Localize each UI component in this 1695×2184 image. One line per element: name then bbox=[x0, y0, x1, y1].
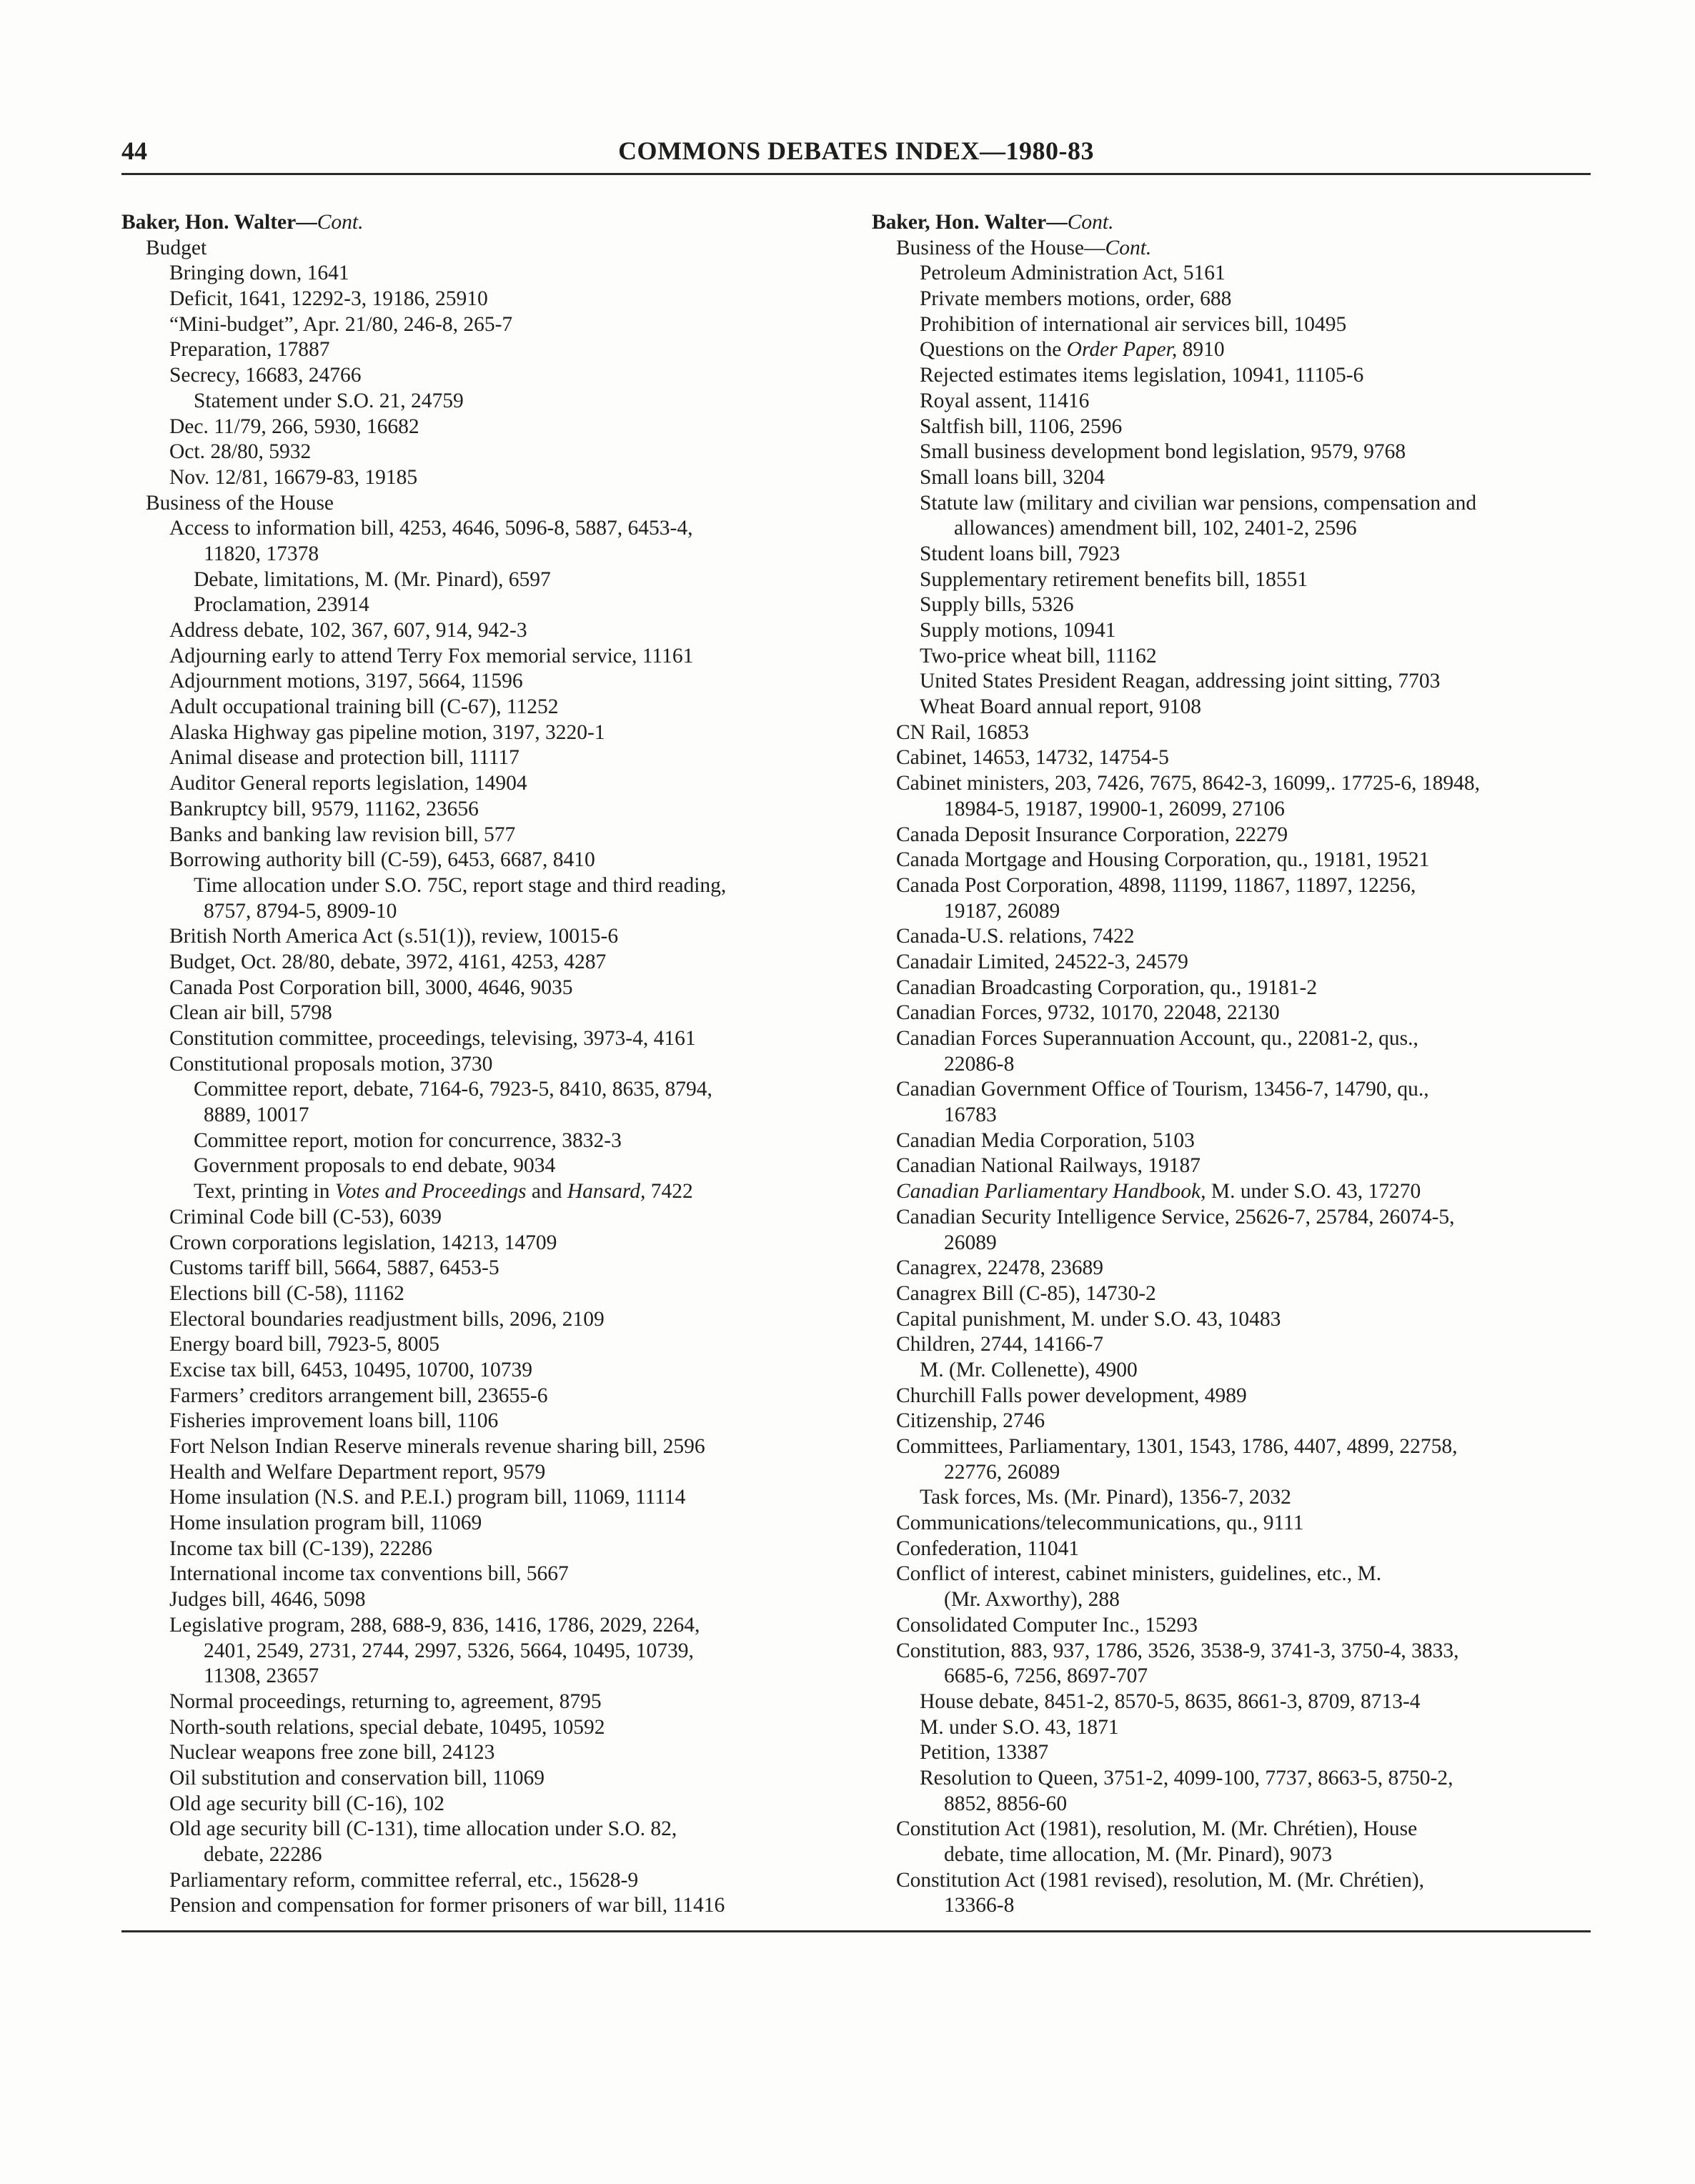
entry-text: Normal proceedings, returning to, agreement, 8795 bbox=[169, 1689, 602, 1713]
entry-text: Alaska Highway gas pipeline motion, 3197, 3220-1 bbox=[169, 720, 605, 744]
index-entry bbox=[872, 899, 1594, 925]
entry-text: 2401, 2549, 2731, 2744, 2997, 5326, 5664, 10495, 10739, bbox=[204, 1639, 694, 1662]
index-entry bbox=[872, 415, 1594, 440]
index-entry bbox=[872, 1689, 1594, 1715]
entry-text: Canada Mortgage and Housing Corporation, qu., 19181, 19521 bbox=[896, 848, 1430, 872]
entry-text: Task forces, Ms. (Mr. Pinard), 1356-7, 2032 bbox=[920, 1486, 1291, 1509]
entry-text: 8889, 10017 bbox=[204, 1103, 309, 1127]
index-entry bbox=[872, 440, 1594, 465]
entry-text: Canadian Forces Superannuation Account, qu., 22081-2, qus., bbox=[896, 1027, 1418, 1050]
entry-text: 19187, 26089 bbox=[944, 899, 1060, 923]
entry-text: Prohibition of international air services bill, 10495 bbox=[920, 312, 1347, 336]
index-entry bbox=[872, 771, 1594, 797]
entry-text: Small loans bill, 3204 bbox=[920, 465, 1105, 489]
entry-text: Parliamentary reform, committee referral, etc., 15628-9 bbox=[169, 1868, 639, 1892]
index-entry bbox=[121, 1409, 850, 1434]
index-entry bbox=[872, 1231, 1594, 1256]
index-entry bbox=[872, 950, 1594, 976]
entry-text: Secrecy, 16683, 24766 bbox=[169, 364, 362, 387]
index-entry bbox=[872, 1792, 1594, 1817]
entry-text: Elections bill (C-58), 11162 bbox=[169, 1281, 404, 1305]
entry-text: 8852, 8856-60 bbox=[944, 1792, 1068, 1815]
index-entry bbox=[121, 1715, 850, 1741]
entry-text: Student loans bill, 7923 bbox=[920, 542, 1120, 565]
entry-text: Questions on the bbox=[920, 338, 1067, 362]
entry-text: Communications/telecommunications, qu., 9111 bbox=[896, 1512, 1304, 1535]
entry-text: M. (Mr. Collenette), 4900 bbox=[920, 1358, 1138, 1381]
index-entry bbox=[872, 1715, 1594, 1741]
index-entry bbox=[121, 1384, 850, 1409]
entry-text: Conflict of interest, cabinet ministers, guidelines, etc., M. bbox=[896, 1562, 1382, 1586]
index-entry bbox=[872, 592, 1594, 618]
entry-name: Baker, Hon. Walter— bbox=[872, 211, 1068, 234]
entry-text: Canagrex Bill (C-85), 14730-2 bbox=[896, 1281, 1156, 1305]
index-entry bbox=[872, 1460, 1594, 1486]
index-entry bbox=[872, 669, 1594, 695]
index-entry bbox=[872, 823, 1594, 848]
index-entry bbox=[872, 312, 1594, 338]
entry-text: 13366-8 bbox=[944, 1894, 1015, 1917]
entry-text: allowances) amendment bill, 102, 2401-2, 2596 bbox=[954, 517, 1357, 540]
entry-text: Health and Welfare Department report, 9579 bbox=[169, 1460, 546, 1484]
index-entry bbox=[872, 1052, 1594, 1078]
entry-text: Canadian Security Intelligence Service, 25626-7, 25784, 26074-5, bbox=[896, 1205, 1455, 1228]
index-entry bbox=[872, 491, 1594, 517]
entry-text: Energy board bill, 7923-5, 8005 bbox=[169, 1333, 439, 1356]
entry-text: Home insulation (N.S. and P.E.I.) program bill, 11069, 11114 bbox=[169, 1486, 686, 1509]
index-entry bbox=[872, 797, 1594, 823]
index-entry bbox=[121, 567, 850, 593]
index-entry bbox=[121, 1689, 850, 1715]
index-entry bbox=[121, 618, 850, 644]
index-entry bbox=[121, 1893, 850, 1919]
entry-text: Canadian Government Office of Tourism, 13456-7, 14790, qu., bbox=[896, 1078, 1429, 1101]
index-entry bbox=[121, 1792, 850, 1817]
index-entry bbox=[872, 1001, 1594, 1026]
entry-text: Constitution Act (1981 revised), resolution, M. (Mr. Chrétien), bbox=[896, 1868, 1425, 1892]
index-entry bbox=[872, 1332, 1594, 1358]
entry-text: United States President Reagan, addressing joint sitting, 7703 bbox=[920, 670, 1441, 693]
entry-text: Canadian Media Corporation, 5103 bbox=[896, 1128, 1195, 1152]
footer-rule bbox=[121, 1930, 1591, 1932]
index-entry bbox=[872, 1817, 1594, 1842]
entry-text: 22086-8 bbox=[944, 1052, 1015, 1076]
entry-text: Adjourning early to attend Terry Fox memorial service, 11161 bbox=[169, 644, 694, 667]
entry-text: Legislative program, 288, 688-9, 836, 1416, 1786, 2029, 2264, bbox=[169, 1613, 700, 1637]
entry-text: Constitution committee, proceedings, televising, 3973-4, 4161 bbox=[169, 1027, 696, 1050]
entry-text: Capital punishment, M. under S.O. 43, 10483 bbox=[896, 1307, 1281, 1331]
entry-text: 7422 bbox=[645, 1180, 693, 1203]
index-entry bbox=[121, 1358, 850, 1384]
index-entry bbox=[121, 287, 850, 312]
index-entry bbox=[872, 1842, 1594, 1868]
index-entry bbox=[872, 873, 1594, 899]
index-entry bbox=[872, 1613, 1594, 1639]
entry-text: Old age security bill (C-16), 102 bbox=[169, 1792, 445, 1815]
index-entry bbox=[121, 745, 850, 771]
index-entry bbox=[872, 976, 1594, 1001]
index-entry bbox=[121, 1562, 850, 1587]
index-entry bbox=[121, 720, 850, 746]
entry-text: Canadian Forces, 9732, 10170, 22048, 22130 bbox=[896, 1001, 1280, 1025]
index-entry bbox=[121, 1434, 850, 1460]
index-entry bbox=[872, 1256, 1594, 1281]
entry-text: M. under S.O. 43, 1871 bbox=[920, 1715, 1119, 1739]
index-entry bbox=[121, 592, 850, 618]
index-entry bbox=[872, 542, 1594, 567]
entry-text: 11308, 23657 bbox=[204, 1664, 319, 1688]
index-entry bbox=[121, 1613, 850, 1639]
entry-text: Rejected estimates items legislation, 10941, 11105-6 bbox=[920, 364, 1364, 387]
entry-text: Canagrex, 22478, 23689 bbox=[896, 1256, 1104, 1280]
index-entry bbox=[872, 1537, 1594, 1562]
index-entry bbox=[872, 1205, 1594, 1231]
index-entry bbox=[872, 1868, 1594, 1894]
entry-text: Proclamation, 23914 bbox=[194, 593, 369, 617]
entry-text: Private members motions, order, 688 bbox=[920, 287, 1232, 311]
index-entry bbox=[121, 542, 850, 567]
index-entry bbox=[872, 695, 1594, 720]
index-entry bbox=[872, 236, 1594, 262]
entry-text: North-south relations, special debate, 10495, 10592 bbox=[169, 1715, 605, 1739]
entry-text: Committee report, motion for concurrence, 3832-3 bbox=[194, 1128, 622, 1152]
entry-text: and bbox=[526, 1180, 567, 1203]
entry-text: Canada Post Corporation, 4898, 11199, 11867, 11897, 12256, bbox=[896, 873, 1416, 897]
entry-text: Citizenship, 2746 bbox=[896, 1409, 1045, 1433]
entry-text: Constitution, 883, 937, 1786, 3526, 3538-9, 3741-3, 3750-4, 3833, bbox=[896, 1639, 1459, 1662]
index-entry bbox=[121, 1103, 850, 1128]
index-entry bbox=[121, 363, 850, 389]
entry-text: 16783 bbox=[944, 1103, 997, 1127]
entry-text: Children, 2744, 14166-7 bbox=[896, 1333, 1104, 1356]
index-entry bbox=[872, 1128, 1594, 1154]
entry-text: debate, time allocation, M. (Mr. Pinard), 9073 bbox=[944, 1843, 1333, 1866]
entry-text: Resolution to Queen, 3751-2, 4099-100, 7737, 8663-5, 8750-2, bbox=[920, 1766, 1453, 1790]
entry-text: Text, printing in bbox=[194, 1180, 335, 1203]
entry-text: British North America Act (s.51(1)), review, 10015-6 bbox=[169, 925, 619, 948]
index-entry bbox=[121, 491, 850, 517]
entry-text: Supplementary retirement benefits bill, 18551 bbox=[920, 567, 1308, 591]
index-entry bbox=[121, 899, 850, 925]
entry-text: Constitutional proposals motion, 3730 bbox=[169, 1052, 493, 1076]
entry-italic: Votes and Proceedings bbox=[334, 1180, 527, 1203]
index-entry bbox=[872, 1766, 1594, 1792]
index-entry bbox=[121, 1537, 850, 1562]
index-entry bbox=[872, 389, 1594, 415]
index-entry bbox=[121, 1868, 850, 1894]
index-entry bbox=[872, 1511, 1594, 1537]
index-entry bbox=[121, 1052, 850, 1078]
index-entry bbox=[121, 695, 850, 720]
entry-text: Preparation, 17887 bbox=[169, 338, 330, 362]
entry-text: Fort Nelson Indian Reserve minerals revenue sharing bill, 2596 bbox=[169, 1435, 705, 1458]
entry-text: Excise tax bill, 6453, 10495, 10700, 10739 bbox=[169, 1358, 533, 1381]
entry-text: Canadair Limited, 24522-3, 24579 bbox=[896, 950, 1188, 973]
entry-text: Cabinet, 14653, 14732, 14754-5 bbox=[896, 746, 1169, 770]
index-entry bbox=[121, 1077, 850, 1103]
entry-text: 22776, 26089 bbox=[944, 1460, 1060, 1484]
index-entry bbox=[872, 1026, 1594, 1052]
index-entry bbox=[872, 337, 1594, 363]
entry-text: Crown corporations legislation, 14213, 14709 bbox=[169, 1231, 557, 1254]
entry-text: 26089 bbox=[944, 1231, 997, 1254]
index-entry bbox=[872, 1740, 1594, 1766]
index-entry bbox=[872, 287, 1594, 312]
index-entry bbox=[872, 363, 1594, 389]
index-entry bbox=[121, 236, 850, 262]
index-entry bbox=[872, 720, 1594, 746]
entry-text: Access to information bill, 4253, 4646, 5096-8, 5887, 6453-4, bbox=[169, 517, 693, 540]
entry-text: 6685-6, 7256, 8697-707 bbox=[944, 1664, 1148, 1688]
entry-text: Canadian Broadcasting Corporation, qu., 19181-2 bbox=[896, 976, 1318, 999]
index-entry bbox=[121, 1511, 850, 1537]
entry-italic: Cont. bbox=[1105, 236, 1152, 259]
entry-text: Income tax bill (C-139), 22286 bbox=[169, 1537, 432, 1560]
entry-text: Small business development bond legislation, 9579, 9768 bbox=[920, 440, 1406, 464]
entry-text: 8910 bbox=[1177, 338, 1225, 362]
index-entry bbox=[121, 415, 850, 440]
entry-text: Farmers’ creditors arrangement bill, 23655-6 bbox=[169, 1384, 548, 1407]
index-entry bbox=[872, 1893, 1594, 1919]
index-entry bbox=[872, 745, 1594, 771]
entry-text: Customs tariff bill, 5664, 5887, 6453-5 bbox=[169, 1256, 499, 1280]
entry-text: Saltfish bill, 1106, 2596 bbox=[920, 415, 1123, 438]
entry-text: Address debate, 102, 367, 607, 914, 942-3 bbox=[169, 619, 527, 642]
index-entry bbox=[121, 1587, 850, 1613]
entry-text: Statute law (military and civilian war pensions, compensation and bbox=[920, 491, 1477, 515]
entry-text: Time allocation under S.O. 75C, report stage and third reading, bbox=[194, 873, 727, 897]
entry-text: Business of the House— bbox=[896, 236, 1105, 259]
entry-text: Constitution Act (1981), resolution, M. (Mr. Chrétien), House bbox=[896, 1817, 1418, 1841]
index-entry bbox=[872, 1434, 1594, 1460]
index-entry bbox=[121, 924, 850, 950]
index-entry bbox=[872, 924, 1594, 950]
entry-text: Adjournment motions, 3197, 5664, 11596 bbox=[169, 670, 523, 693]
index-entry bbox=[121, 1740, 850, 1766]
entry-text: Statement under S.O. 21, 24759 bbox=[194, 389, 464, 412]
index-entry bbox=[872, 1664, 1594, 1689]
entry-text: Government proposals to end debate, 9034 bbox=[194, 1154, 556, 1178]
index-column-left bbox=[121, 210, 850, 1919]
index-entry bbox=[872, 465, 1594, 491]
index-entry bbox=[121, 797, 850, 823]
entry-text: Two-price wheat bill, 11162 bbox=[920, 644, 1157, 667]
entry-text: Cabinet ministers, 203, 7426, 7675, 8642-3, 16099,. 17725-6, 18948, bbox=[896, 772, 1480, 795]
entry-text: Supply bills, 5326 bbox=[920, 593, 1074, 617]
entry-text: M. under S.O. 43, 17270 bbox=[1206, 1180, 1421, 1203]
index-entry bbox=[872, 1281, 1594, 1307]
entry-text: Dec. 11/79, 266, 5930, 16682 bbox=[169, 415, 419, 438]
entry-italic: Canadian Parliamentary Handbook, bbox=[896, 1180, 1206, 1203]
index-entry bbox=[121, 1205, 850, 1231]
index-entry bbox=[121, 1128, 850, 1154]
page-header bbox=[121, 133, 1591, 175]
entry-text: Bankruptcy bill, 9579, 11162, 23656 bbox=[169, 797, 479, 820]
entry-text: International income tax conventions bill, 5667 bbox=[169, 1562, 569, 1586]
entry-text: House debate, 8451-2, 8570-5, 8635, 8661-3, 8709, 8713-4 bbox=[920, 1689, 1421, 1713]
index-entry bbox=[872, 516, 1594, 542]
index-entry bbox=[872, 644, 1594, 670]
index-entry bbox=[872, 1179, 1594, 1205]
index-entry bbox=[872, 261, 1594, 287]
index-entry bbox=[121, 1766, 850, 1792]
index-entry bbox=[121, 1026, 850, 1052]
entry-text: Oil substitution and conservation bill, 11069 bbox=[169, 1766, 545, 1790]
entry-text: “Mini-budget”, Apr. 21/80, 246-8, 265-7 bbox=[169, 312, 513, 336]
index-heading bbox=[121, 210, 850, 236]
index-entry bbox=[872, 1077, 1594, 1103]
entry-text: 18984-5, 19187, 19900-1, 26099, 27106 bbox=[944, 797, 1285, 820]
entry-text: Budget, Oct. 28/80, debate, 3972, 4161, 4253, 4287 bbox=[169, 950, 607, 973]
index-entry bbox=[872, 1153, 1594, 1179]
continued-marker: Cont. bbox=[317, 211, 364, 234]
entry-text: (Mr. Axworthy), 288 bbox=[944, 1588, 1120, 1612]
index-entry bbox=[872, 618, 1594, 644]
entry-italic: Hansard, bbox=[567, 1180, 646, 1203]
index-entry bbox=[121, 848, 850, 873]
entry-text: Nuclear weapons free zone bill, 24123 bbox=[169, 1741, 495, 1764]
entry-text: Royal assent, 11416 bbox=[920, 389, 1090, 412]
entry-text: Banks and banking law revision bill, 577 bbox=[169, 823, 516, 846]
index-entry bbox=[872, 567, 1594, 593]
entry-text: Judges bill, 4646, 5098 bbox=[169, 1588, 366, 1612]
index-entry bbox=[121, 337, 850, 363]
entry-text: Clean air bill, 5798 bbox=[169, 1001, 332, 1025]
entry-text: Oct. 28/80, 5932 bbox=[169, 440, 312, 464]
continued-marker: Cont. bbox=[1067, 211, 1114, 234]
index-heading bbox=[872, 210, 1594, 236]
entry-text: Adult occupational training bill (C-67), 11252 bbox=[169, 695, 559, 719]
index-entry bbox=[121, 261, 850, 287]
entry-text: Business of the House bbox=[146, 491, 334, 515]
page-number: 44 bbox=[121, 136, 147, 165]
entry-text: Canada Post Corporation bill, 3000, 4646, 9035 bbox=[169, 976, 573, 999]
index-entry bbox=[872, 1485, 1594, 1511]
index-entry bbox=[121, 389, 850, 415]
entry-text: Budget bbox=[146, 236, 207, 259]
entry-text: Bringing down, 1641 bbox=[169, 262, 349, 285]
index-entry bbox=[121, 312, 850, 338]
index-entry bbox=[121, 1460, 850, 1486]
index-entry bbox=[121, 669, 850, 695]
index-entry bbox=[121, 440, 850, 465]
index-entry bbox=[121, 873, 850, 899]
index-entry bbox=[121, 1842, 850, 1868]
entry-text: Petition, 13387 bbox=[920, 1741, 1049, 1764]
index-entry bbox=[872, 1587, 1594, 1613]
index-entry bbox=[121, 823, 850, 848]
index-entry bbox=[121, 771, 850, 797]
entry-text: Consolidated Computer Inc., 15293 bbox=[896, 1613, 1198, 1637]
entry-text: Criminal Code bill (C-53), 6039 bbox=[169, 1205, 442, 1228]
index-entry bbox=[872, 1103, 1594, 1128]
entry-text: Fisheries improvement loans bill, 1106 bbox=[169, 1409, 499, 1433]
index-entry bbox=[121, 1231, 850, 1256]
index-entry bbox=[121, 1485, 850, 1511]
entry-text: Canadian National Railways, 19187 bbox=[896, 1154, 1201, 1178]
entry-text: Supply motions, 10941 bbox=[920, 619, 1116, 642]
index-entry bbox=[872, 1639, 1594, 1664]
entry-name: Baker, Hon. Walter— bbox=[121, 211, 317, 234]
index-entry bbox=[121, 1153, 850, 1179]
index-entry bbox=[121, 950, 850, 976]
index-entry bbox=[872, 1384, 1594, 1409]
entry-text: CN Rail, 16853 bbox=[896, 720, 1030, 744]
index-entry bbox=[872, 848, 1594, 873]
entry-text: Confederation, 11041 bbox=[896, 1537, 1080, 1560]
index-entry bbox=[121, 644, 850, 670]
index-entry bbox=[872, 1358, 1594, 1384]
entry-text: Churchill Falls power development, 4989 bbox=[896, 1384, 1247, 1407]
entry-text: Petroleum Administration Act, 5161 bbox=[920, 262, 1226, 285]
entry-text: 11820, 17378 bbox=[204, 542, 319, 565]
index-entry bbox=[121, 465, 850, 491]
index-entry bbox=[121, 1001, 850, 1026]
entry-text: Animal disease and protection bill, 11117 bbox=[169, 746, 520, 770]
index-entry bbox=[121, 1179, 850, 1205]
index-entry bbox=[121, 976, 850, 1001]
index-column-right bbox=[872, 210, 1594, 1919]
entry-text: Old age security bill (C-131), time allocation under S.O. 82, bbox=[169, 1817, 677, 1841]
index-entry bbox=[872, 1307, 1594, 1333]
index-entry bbox=[121, 1281, 850, 1307]
index-entry bbox=[121, 516, 850, 542]
index-entry bbox=[121, 1307, 850, 1333]
index-entry bbox=[121, 1664, 850, 1689]
entry-text: Canada Deposit Insurance Corporation, 22279 bbox=[896, 823, 1288, 846]
entry-text: Borrowing authority bill (C-59), 6453, 6687, 8410 bbox=[169, 848, 595, 872]
running-title: COMMONS DEBATES INDEX—1980-83 bbox=[618, 136, 1094, 165]
entry-text: debate, 22286 bbox=[204, 1843, 322, 1866]
entry-text: Electoral boundaries readjustment bills, 2096, 2109 bbox=[169, 1307, 605, 1331]
entry-text: Nov. 12/81, 16679-83, 19185 bbox=[169, 465, 418, 489]
entry-text: Wheat Board annual report, 9108 bbox=[920, 695, 1202, 719]
entry-text: Committee report, debate, 7164-6, 7923-5, 8410, 8635, 8794, bbox=[194, 1078, 712, 1101]
index-entry bbox=[872, 1562, 1594, 1587]
index-entry bbox=[121, 1817, 850, 1842]
index-entry bbox=[121, 1256, 850, 1281]
entry-text: Home insulation program bill, 11069 bbox=[169, 1512, 482, 1535]
entry-text: 8757, 8794-5, 8909-10 bbox=[204, 899, 397, 923]
index-entry bbox=[872, 1409, 1594, 1434]
entry-text: Canada-U.S. relations, 7422 bbox=[896, 925, 1135, 948]
entry-text: Pension and compensation for former prisoners of war bill, 11416 bbox=[169, 1894, 725, 1917]
entry-text: Deficit, 1641, 12292-3, 19186, 25910 bbox=[169, 287, 488, 311]
index-entry bbox=[121, 1332, 850, 1358]
entry-text: Debate, limitations, M. (Mr. Pinard), 6597 bbox=[194, 567, 551, 591]
entry-text: Committees, Parliamentary, 1301, 1543, 1786, 4407, 4899, 22758, bbox=[896, 1435, 1458, 1458]
entry-text: Auditor General reports legislation, 14904 bbox=[169, 772, 527, 795]
index-entry bbox=[121, 1639, 850, 1664]
entry-italic: Order Paper, bbox=[1066, 338, 1178, 362]
